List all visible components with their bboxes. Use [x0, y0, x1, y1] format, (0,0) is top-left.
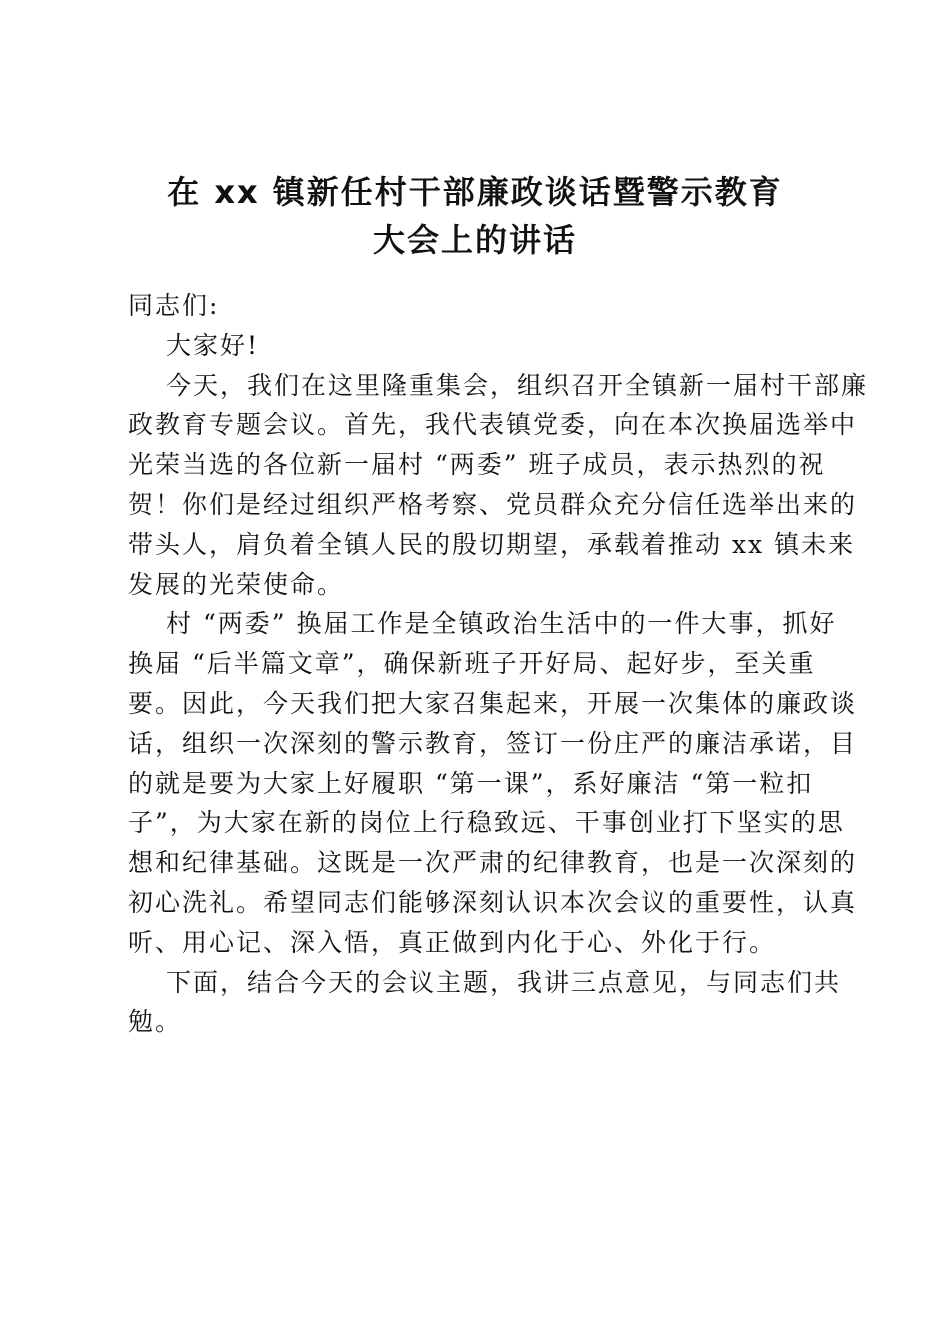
paragraph-1-line: 贺！你们是经过组织严格考察、党员群众充分信任选举出来的 — [128, 489, 858, 519]
paragraph-3-line: 勉。 — [128, 1007, 183, 1037]
paragraph-2-line: 换届 “后半篇文章”，确保新班子开好局、起好步，至关重 — [128, 649, 816, 679]
document-title-line-1: 在 xx 镇新任村干部廉政谈话暨警示教育 — [167, 173, 783, 211]
paragraph-3-line: 下面，结合今天的会议主题，我讲三点意见，与同志们共 — [166, 967, 842, 997]
document-title-line-2: 大会上的讲话 — [372, 221, 577, 259]
paragraph-1-line: 带头人，肩负着全镇人民的殷切期望，承载着推动 xx 镇未来 — [128, 529, 856, 559]
paragraph-2-line: 子”，为大家在新的岗位上行稳致远、干事创业打下坚实的思 — [128, 808, 845, 838]
document-body — [128, 286, 869, 1042]
paragraph-2-line: 听、用心记、深入悟，真正做到内化于心、外化于行。 — [128, 927, 777, 957]
paragraph-2-line: 村 “两委” 换届工作是全镇政治生活中的一件大事，抓好 — [166, 609, 837, 639]
salutation: 同志们: — [128, 291, 220, 320]
paragraph-1-line: 政教育专题会议。首先，我代表镇党委，向在本次换届选举中 — [128, 410, 858, 440]
greeting: 大家好! — [166, 330, 260, 360]
paragraph-2-line: 的就是要为大家上好履职 “第一课”，系好廉洁 “第一粒扣 — [128, 768, 814, 798]
paragraph-2-line: 初心洗礼。希望同志们能够深刻认识本次会议的重要性，认真 — [128, 887, 858, 917]
paragraph-1-line: 光荣当选的各位新一届村 “两委” 班子成员，表示热烈的祝 — [128, 450, 826, 480]
paragraph-1-line: 发展的光荣使命。 — [128, 569, 345, 599]
paragraph-2-line: 要。因此，今天我们把大家召集起来，开展一次集体的廉政谈 — [128, 688, 858, 718]
paragraph-2-line: 话，组织一次深刻的警示教育，签订一份庄严的廉洁承诺，目 — [128, 728, 858, 758]
paragraph-1-line: 今天，我们在这里隆重集会，组织召开全镇新一届村干部廉 — [166, 370, 869, 400]
paragraph-2-line: 想和纪律基础。这既是一次严肃的纪律教育，也是一次深刻的 — [128, 848, 858, 878]
